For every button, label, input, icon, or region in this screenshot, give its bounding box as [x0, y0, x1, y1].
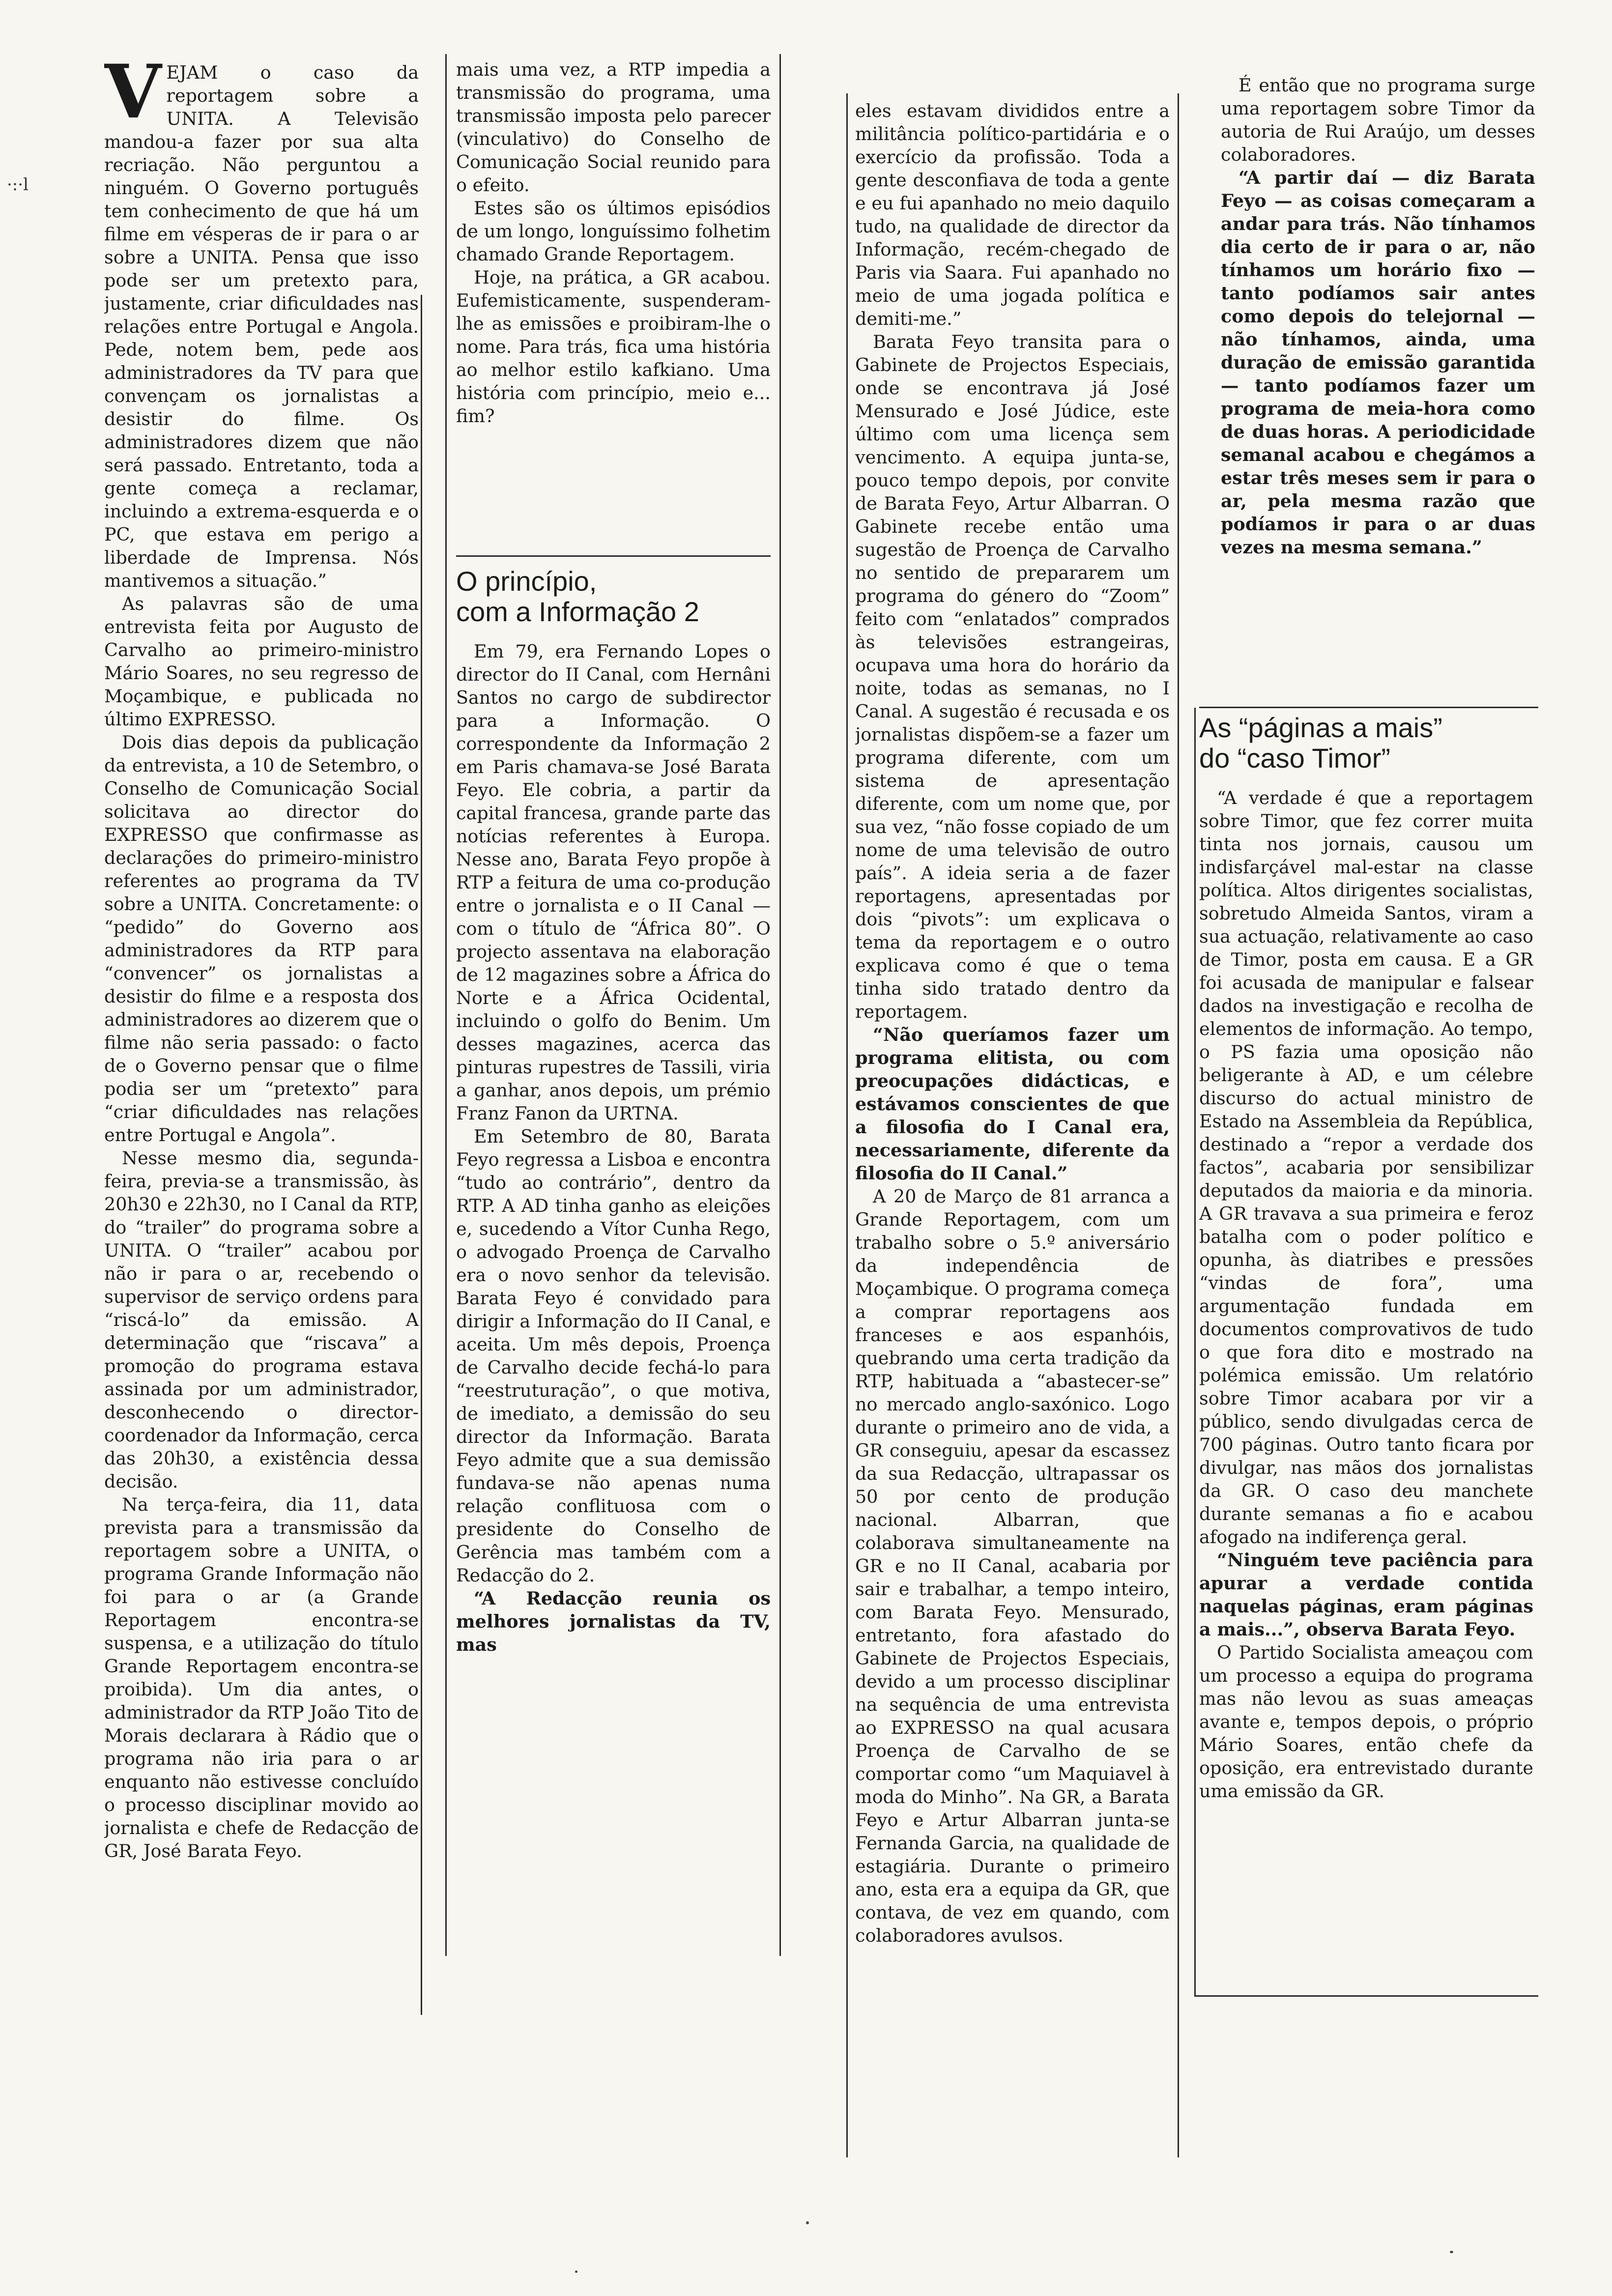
clipping-edge: [456, 555, 771, 557]
article-paragraph: “Não queríamos fazer um programa elitista, ou com preocupações didácticas, e estávamos conscientes de que a filosofia do I Canal era, necessariamente, diferente da filosofia do II Canal.”: [855, 1024, 1170, 1184]
side-mark: ·:·l: [7, 175, 29, 195]
drop-cap: V: [104, 61, 162, 135]
scan-speck: [806, 2221, 809, 2224]
scan-speck: [1450, 2251, 1453, 2253]
article-paragraph: “A partir daí — diz Barata Feyo — as coisas começaram a andar para trás. Não tínhamos dia certo de ir para o ar, não tínhamos um horário fixo — tanto podíamos sair antes como depois do telejornal — não tínhamos, ainda, uma duração de emissão garantida — tanto podíamos fazer um programa de meia-hora como de duas horas. A periodicidade semanal acabou e chegámos a estar três meses sem ir para o ar, pela mesma razão que podíamos ir para o ar duas vezes na mesma semana.”: [1221, 167, 1535, 558]
article-paragraph: Estes são os últimos episódios de um longo, longuíssimo folhetim chamado Grande Reportagem.: [456, 198, 771, 265]
article-paragraph: O Partido Socialista ameaçou com um processo a equipa do programa mas não levou as suas ameaças avante e, tempos depois, o próprio Mário Soares, então chefe da oposição, era entrevistado durante uma emissão da GR.: [1199, 1642, 1533, 1802]
column-2-section: [456, 566, 771, 2237]
article-paragraph: “A verdade é que a reportagem sobre Timor, que fez correr muita tinta nos jornais, causou um indisfarçável mal-estar na classe política. Altos dirigentes socialistas, sobretudo Almeida Santos, viram a sua actuação, relativamente ao caso de Timor, posta em causa. E a GR foi acusada de manipular e falsear dados na investigação e recolha de elementos de informação. Ao tempo, o PS fazia uma oposição não beligerante à AD, e um célebre discurso do actual ministro de Estado na Assembleia da República, destinado a “repor a verdade dos factos”, acabaria por sensibilizar deputados da maioria e da minoria. A GR travava a sua primeira e feroz batalha com o poder político e opunha, às diatribes e pressões “vindas de fora”, uma argumentação fundada em documentos comprovativos de tudo o que fora dito e mostrado na polémica emissão. Um relatório sobre Timor acabara por vir a público, sendo divulgadas cerca de 700 páginas. Outro tanto ficara por divulgar, nas mãos dos jornalistas da GR. O caso deu manchete durante semanas a fio e acabou afogado na indiferença geral.: [1199, 787, 1533, 1548]
article-paragraph: Dois dias depois da publicação da entrevista, a 10 de Setembro, o Conselho de Comunicação Social solicitava ao director do EXPRESSO que confirmasse as declarações do primeiro-ministro referentes ao programa da TV sobre a UNITA. Concretamente: o “pedido” do Governo aos administradores da RTP para “convencer” os jornalistas a desistir do filme e a resposta dos administradores ao dizerem que o filme não seria passado: o facto de o Governo pensar que o filme podia ser um “pretexto” para “criar dificuldades nas relações entre Portugal e Angola”.: [104, 732, 419, 1146]
clipping-edge: [421, 295, 422, 2015]
article-paragraph: Em Setembro de 80, Barata Feyo regressa a Lisboa e encontra “tudo ao contrário”, dentro da RTP. A AD tinha ganho as eleições e, sucedendo a Vítor Cunha Rego, o advogado Proença de Carvalho era o novo senhor da televisão. Barata Feyo é convidado para dirigir a Informação do II Canal, e aceita. Um mês depois, Proença de Carvalho decide fechá-lo para “reestruturação”, o que motiva, de imediato, a demissão do seu director da Informação. Barata Feyo admite que a sua demissão fundava-se não apenas numa relação conflituosa com o presidente do Conselho de Gerência mas também com a Redacção do 2.: [456, 1126, 771, 1586]
clipping-edge: [1194, 1995, 1538, 1997]
article-paragraph: É então que no programa surge uma reportagem sobre Timor da autoria de Rui Araújo, um desses colaboradores.: [1221, 75, 1535, 165]
subheading-line-1: O princípio,: [456, 566, 597, 597]
column-1: [104, 61, 419, 1973]
clipping-edge: [1178, 93, 1179, 2157]
article-paragraph: Barata Feyo transita para o Gabinete de Projectos Especiais, onde se encontrava já José Mensurado e José Júdice, este último com uma licença sem vencimento. A equipa junta-se, pouco tempo depois, por convite de Barata Feyo, Artur Albarran. O Gabinete recebe então uma sugestão de Proença de Carvalho no sentido de prepararem um programa do género do “Zoom” feito com “enlatados” comprados às televisões estrangeiras, ocupava uma hora do horário da noite, todas as semanas, no I Canal. A sugestão é recusada e os jornalistas dispõem-se a fazer um programa diferente, com um sistema de apresentação diferente, com um nome que, por sua vez, “não fosse copiado de um nome de uma televisão de outro país”. A ideia seria a de fazer reportagens, apresentadas por dois “pivots”: um explicava o tema da reportagem e o outro explicava como é que o tema tinha sido tratado dentro da reportagem.: [855, 331, 1170, 1022]
column-3: [855, 99, 1170, 2139]
article-paragraph: A 20 de Março de 81 arranca a Grande Reportagem, com um trabalho sobre o 5.º aniversário da independência de Moçambique. O programa começa a comprar reportagens aos franceses e aos espanhóis, quebrando uma certa tradição da RTP, habituada a “abastecer-se” no mercado anglo-saxónico. Logo durante o primeiro ano de vida, a GR conseguiu, apesar da escassez da sua Redacção, ultrapassar os 50 por cento de produção nacional. Albarran, que colaborava simultaneamente na GR e no II Canal, acabaria por sair e trabalhar, a tempo inteiro, com Barata Feyo. Mensurado, entretanto, fora afastado do Gabinete de Projectos Especiais, devido a um processo disciplinar na sequência de uma entrevista ao EXPRESSO na qual acusara Proença de Carvalho de se comportar como “um Maquiavel à moda do Minho”. Na GR, a Barata Feyo e Artur Albarran junta-se Fernanda Garcia, na qualidade de estagiária. Durante o primeiro ano, esta era a equipa da GR, que contava, de vez em quando, com colaboradores avulsos.: [855, 1186, 1170, 1946]
clipping-edge: [846, 93, 848, 2157]
subheading: [456, 566, 771, 627]
scan-speck: [575, 2270, 577, 2273]
clipping-edge: [445, 54, 447, 1956]
clipping-edge: [1199, 707, 1538, 708]
subheading-line-2: com a Informação 2: [456, 596, 699, 627]
article-paragraph: EJAM o caso da reportagem sobre a UNITA. A Televisão mandou-a fazer por sua alta recriação. Não perguntou a ninguém. O Governo português tem conhecimento de que há um filme em vésperas de ir para o ar sobre a UNITA. Pensa que isso pode ser um pretexto para, justamente, criar dificuldades nas relações entre Portugal e Angola. Pede, notem bem, pede aos administradores da TV para que convençam os jornalistas a desistir do filme. Os administradores dizem que não será passado. Entretanto, toda a gente começa a reclamar, incluindo a extrema-esquerda e o PC, que estava em perigo a liberdade de Imprensa. Nós mantivemos a situação.”: [104, 62, 419, 591]
article-paragraph: mais uma vez, a RTP impedia a transmissão do programa, uma transmissão imposta pelo parecer (vinculativo) do Conselho de Comunicação Social reunido para o efeito.: [456, 59, 771, 196]
article-paragraph: As palavras são de uma entrevista feita por Augusto de Carvalho ao primeiro-ministro Mário Soares, no seu regresso de Moçambique, e publicada no último EXPRESSO.: [104, 593, 419, 730]
clipping-edge: [779, 54, 781, 1956]
article-paragraph: “Ninguém teve paciência para apurar a verdade contida naquelas páginas, eram páginas a mais...”, observa Barata Feyo.: [1199, 1550, 1533, 1640]
subheading: [1199, 713, 1533, 774]
column-4-section: [1199, 713, 1533, 1985]
column-4-top: [1221, 74, 1535, 703]
subheading-line-2: do “caso Timor”: [1199, 743, 1390, 774]
article-paragraph: Nesse mesmo dia, segunda-feira, previa-se a transmissão, às 20h30 e 22h30, no I Canal da RTP, do “trailer” do programa sobre a UNITA. O “trailer” acabou por não ir para o ar, recebendo o supervisor de serviço ordens para “riscá-lo” da emissão. A determinação que “riscava” a promoção do programa estava assinada por um administrador, desconhecendo o director-coordenador da Informação, cerca das 20h30, a existência dessa decisão.: [104, 1148, 419, 1492]
clipping-edge: [1194, 708, 1196, 1995]
article-paragraph: “A Redacção reunia os melhores jornalistas da TV, mas: [456, 1588, 771, 1655]
article-paragraph: Em 79, era Fernando Lopes o director do II Canal, com Hernâni Santos no cargo de subdirector para a Informação. O correspondente da Informação 2 em Paris chamava-se José Barata Feyo. Ele cobria, a partir da capital francesa, grande parte das notícias referentes à Europa. Nesse ano, Barata Feyo propõe à RTP a feitura de uma co-produção entre o jornalista e o II Canal — com o título de “África 80”. O projecto assentava na elaboração de 12 magazines sobre a África do Norte e a África Ocidental, incluindo o golfo do Benim. Um desses magazines, acerca das pinturas rupestres de Tassili, viria a ganhar, anos depois, um prémio Franz Fanon da URTNA.: [456, 641, 771, 1124]
article-paragraph: eles estavam divididos entre a militância político-partidária e o exercício da profissão. Toda a gente desconfiava de toda a gente e eu fui apanhado no meio daquilo tudo, na qualidade de director da Informação, recém-chegado de Paris via Saara. Fui apanhado no meio de uma jogada política e demiti-me.”: [855, 100, 1170, 329]
article-paragraph: Na terça-feira, dia 11, data prevista para a transmissão da reportagem sobre a UNITA, o programa Grande Informação não foi para o ar (a Grande Reportagem encontra-se suspensa, e a utilização do título Grande Reportagem encontra-se proibida). Um dia antes, o administrador da RTP João Tito de Morais declarara à Rádio que o programa não iria para o ar enquanto não estivesse concluído o processo disciplinar movido ao jornalista e chefe de Redacção de GR, José Barata Feyo.: [104, 1494, 419, 1862]
article-paragraph: Hoje, na prática, a GR acabou. Eufemisticamente, suspenderam-lhe as emissões e proibiram-lhe o nome. Para trás, fica uma história ao melhor estilo kafkiano. Uma história com princípio, meio e... fim?: [456, 267, 771, 427]
column-2-top: [456, 58, 771, 554]
subheading-line-1: As “páginas a mais”: [1199, 713, 1442, 743]
